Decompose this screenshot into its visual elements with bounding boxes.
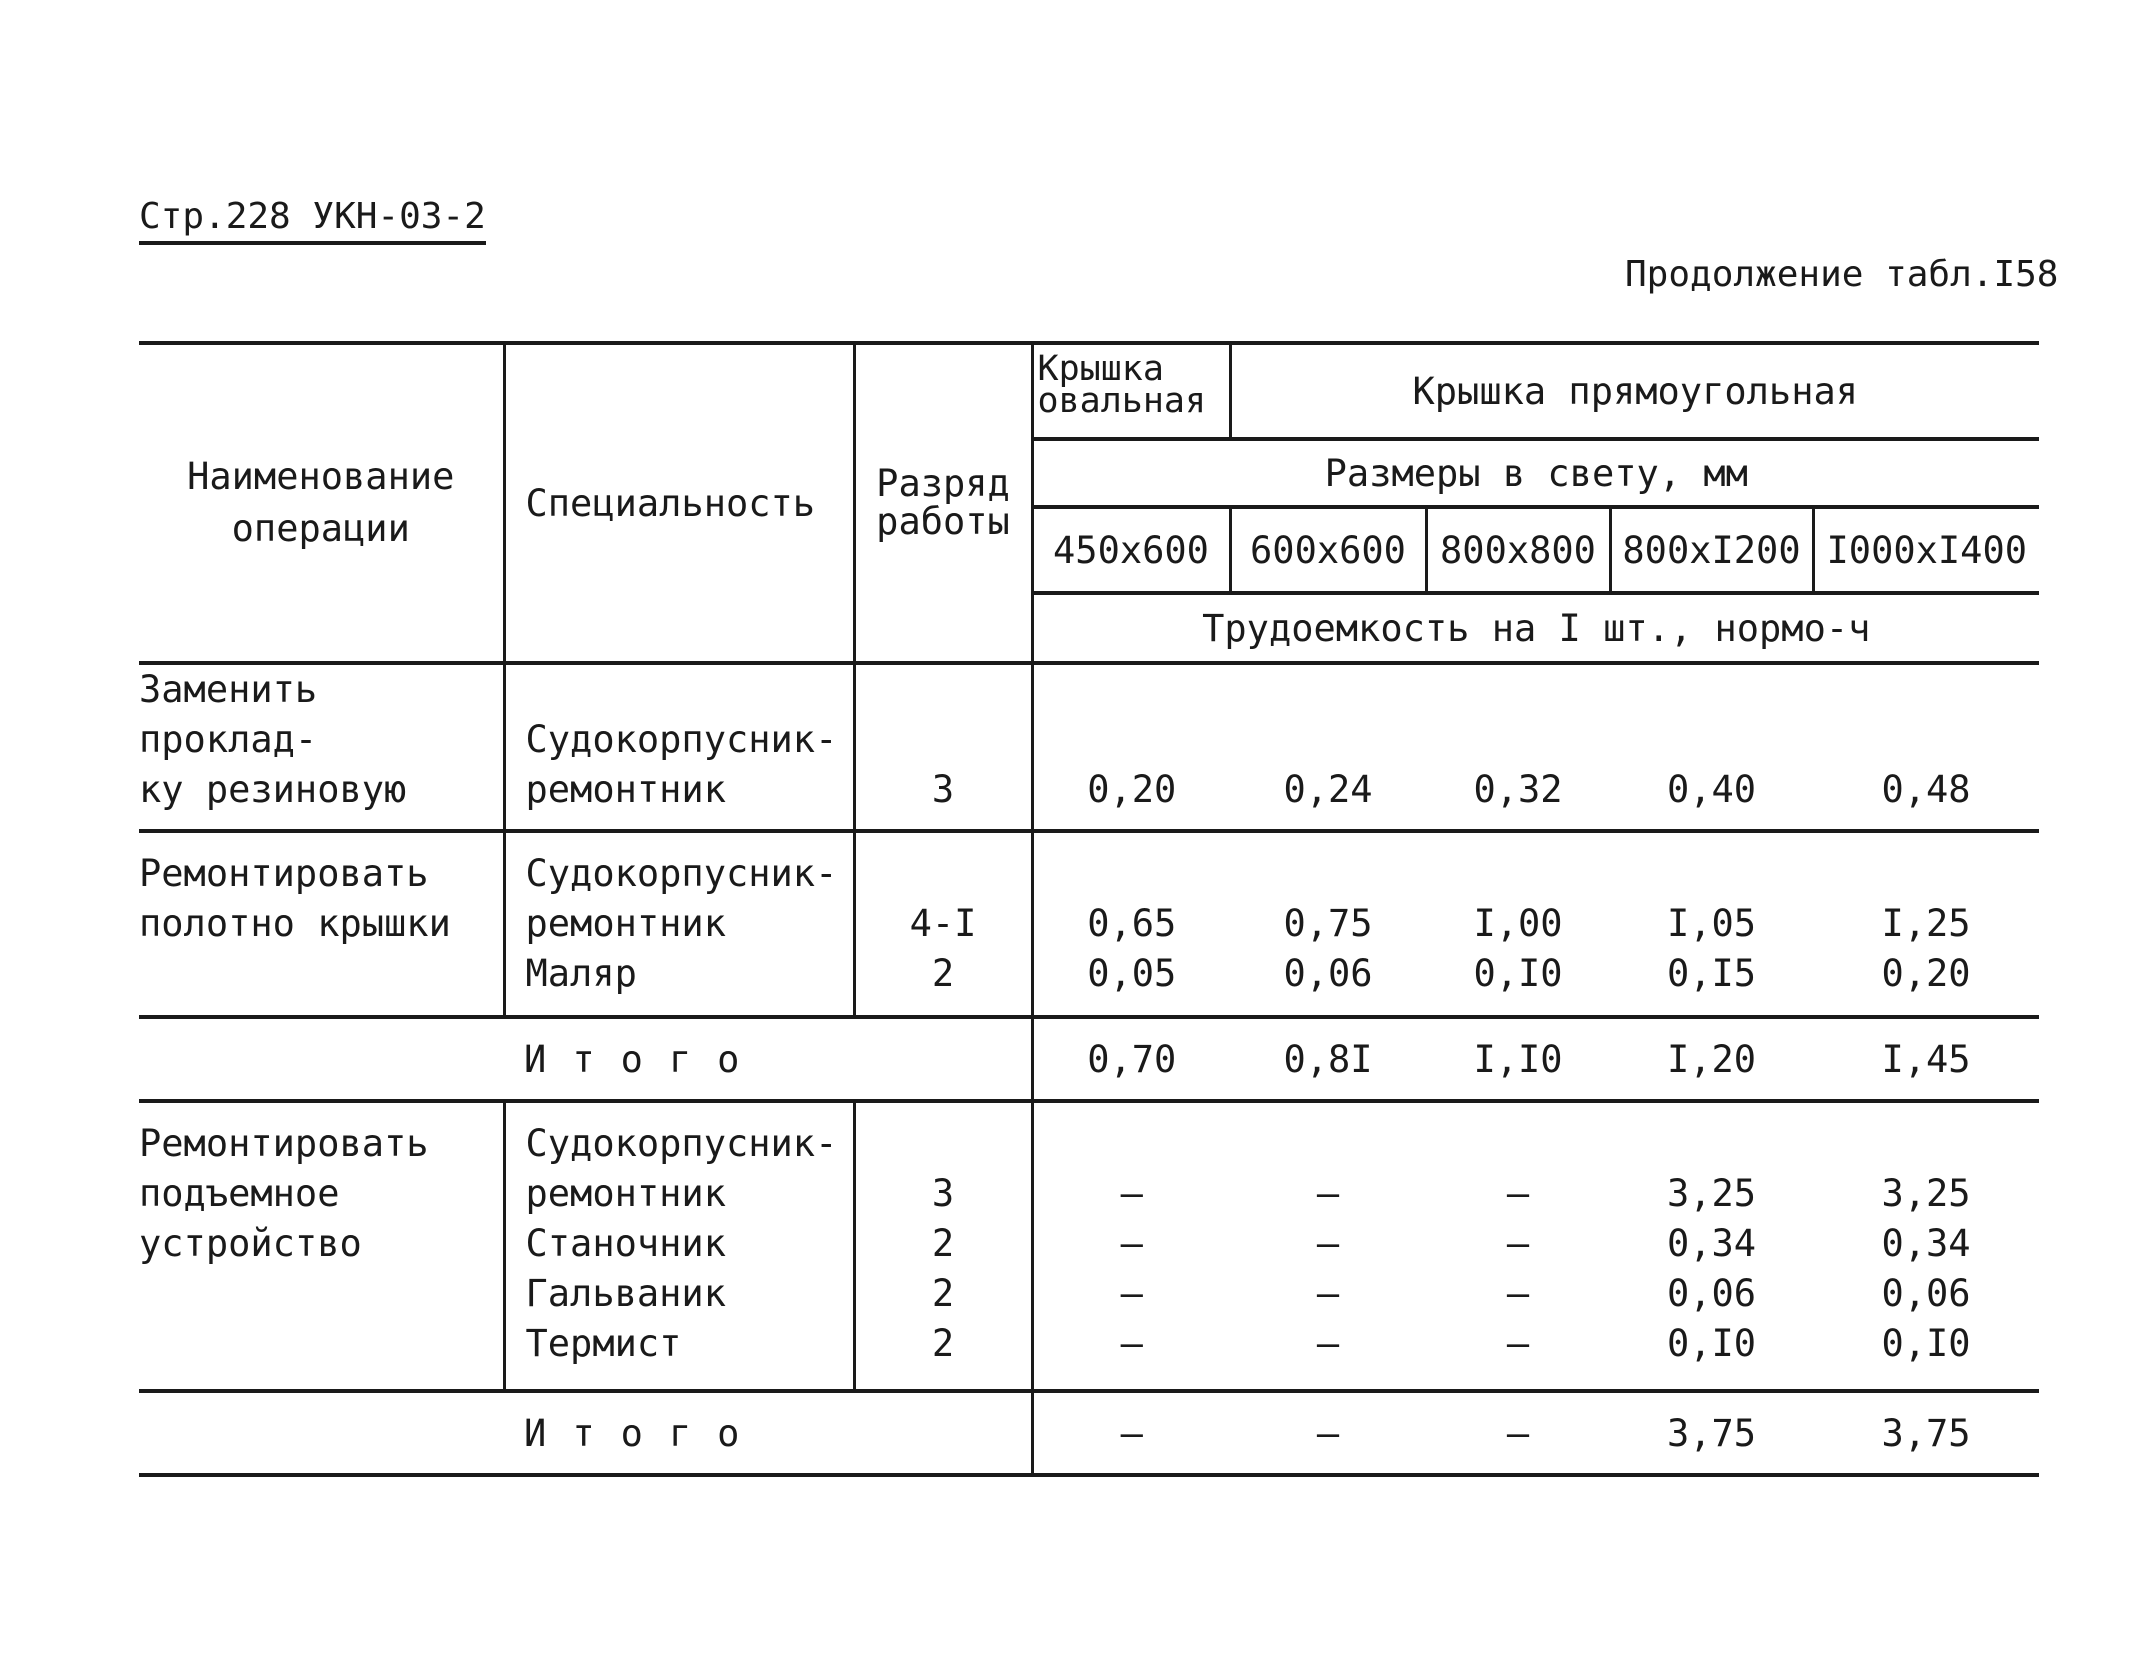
- header-row-covers: [139, 343, 2039, 439]
- size-800x1200: 800xI200: [1610, 507, 1813, 593]
- size-450x600: 450x600: [1032, 507, 1230, 593]
- total-value-cell: I,45: [1813, 1017, 2039, 1101]
- value-cell: I,25 0,20: [1813, 831, 2039, 1017]
- table-continuation-label: Продолжение табл.I58: [1625, 254, 2059, 295]
- operation-cell: Ремонтировать подъемное устройство: [139, 1101, 504, 1391]
- header-rect-cover: Крышка прямоугольная: [1230, 343, 2039, 439]
- value-cell: – – – –: [1032, 1101, 1230, 1391]
- total-label: Итого: [139, 1391, 1032, 1475]
- specialty-cell: Судокорпусник- ремонтник: [504, 663, 854, 831]
- value-cell: I,00 0,I0: [1426, 831, 1610, 1017]
- total-row: [139, 1017, 2039, 1101]
- table-row: [139, 831, 2039, 1017]
- header-specialty: Специальность: [504, 343, 854, 663]
- value-cell: 0,32: [1426, 663, 1610, 831]
- total-value-cell: –: [1032, 1391, 1230, 1475]
- size-1000x1400: I000xI400: [1813, 507, 2039, 593]
- total-value-cell: 0,8I: [1230, 1017, 1426, 1101]
- grade-cell: 3 2 2 2: [854, 1101, 1032, 1391]
- labor-table: [139, 341, 2039, 1477]
- total-value-cell: 3,75: [1813, 1391, 2039, 1475]
- header-operation: Наименование операции: [139, 343, 504, 663]
- page-reference: Стр.228 УКН-03-2: [139, 196, 486, 245]
- operation-cell: Ремонтировать полотно крышки: [139, 831, 504, 1017]
- value-cell: 0,40: [1610, 663, 1813, 831]
- total-label: Итого: [139, 1017, 1032, 1101]
- value-cell: 3,25 0,34 0,06 0,I0: [1610, 1101, 1813, 1391]
- operation-cell: Заменить проклад- ку резиновую: [139, 663, 504, 831]
- table-row: [139, 663, 2039, 831]
- value-cell: 0,24: [1230, 663, 1426, 831]
- value-cell: 0,20: [1032, 663, 1230, 831]
- total-row: [139, 1391, 2039, 1475]
- table-row: [139, 1101, 2039, 1391]
- specialty-cell: Судокорпусник- ремонтник Станочник Гальваник Термист: [504, 1101, 854, 1391]
- total-value-cell: –: [1230, 1391, 1426, 1475]
- specialty-cell: Судокорпусник- ремонтник Маляр: [504, 831, 854, 1017]
- total-value-cell: I,20: [1610, 1017, 1813, 1101]
- value-cell: – – – –: [1230, 1101, 1426, 1391]
- value-cell: – – – –: [1426, 1101, 1610, 1391]
- header-grade: Разряд работы: [854, 343, 1032, 663]
- header-oval-cover: Крышка овальная: [1032, 343, 1230, 439]
- total-value-cell: 0,70: [1032, 1017, 1230, 1101]
- grade-cell: 4-I 2: [854, 831, 1032, 1017]
- header-labor-label: Трудоемкость на I шт., нормо-ч: [1032, 593, 2039, 663]
- total-value-cell: 3,75: [1610, 1391, 1813, 1475]
- value-cell: 0,65 0,05: [1032, 831, 1230, 1017]
- size-600x600: 600x600: [1230, 507, 1426, 593]
- total-value-cell: –: [1426, 1391, 1610, 1475]
- value-cell: I,05 0,I5: [1610, 831, 1813, 1017]
- grade-cell: 3: [854, 663, 1032, 831]
- value-cell: 0,48: [1813, 663, 2039, 831]
- total-value-cell: I,I0: [1426, 1017, 1610, 1101]
- size-800x800: 800x800: [1426, 507, 1610, 593]
- value-cell: 3,25 0,34 0,06 0,I0: [1813, 1101, 2039, 1391]
- header-sizes-label: Размеры в свету, мм: [1032, 439, 2039, 507]
- value-cell: 0,75 0,06: [1230, 831, 1426, 1017]
